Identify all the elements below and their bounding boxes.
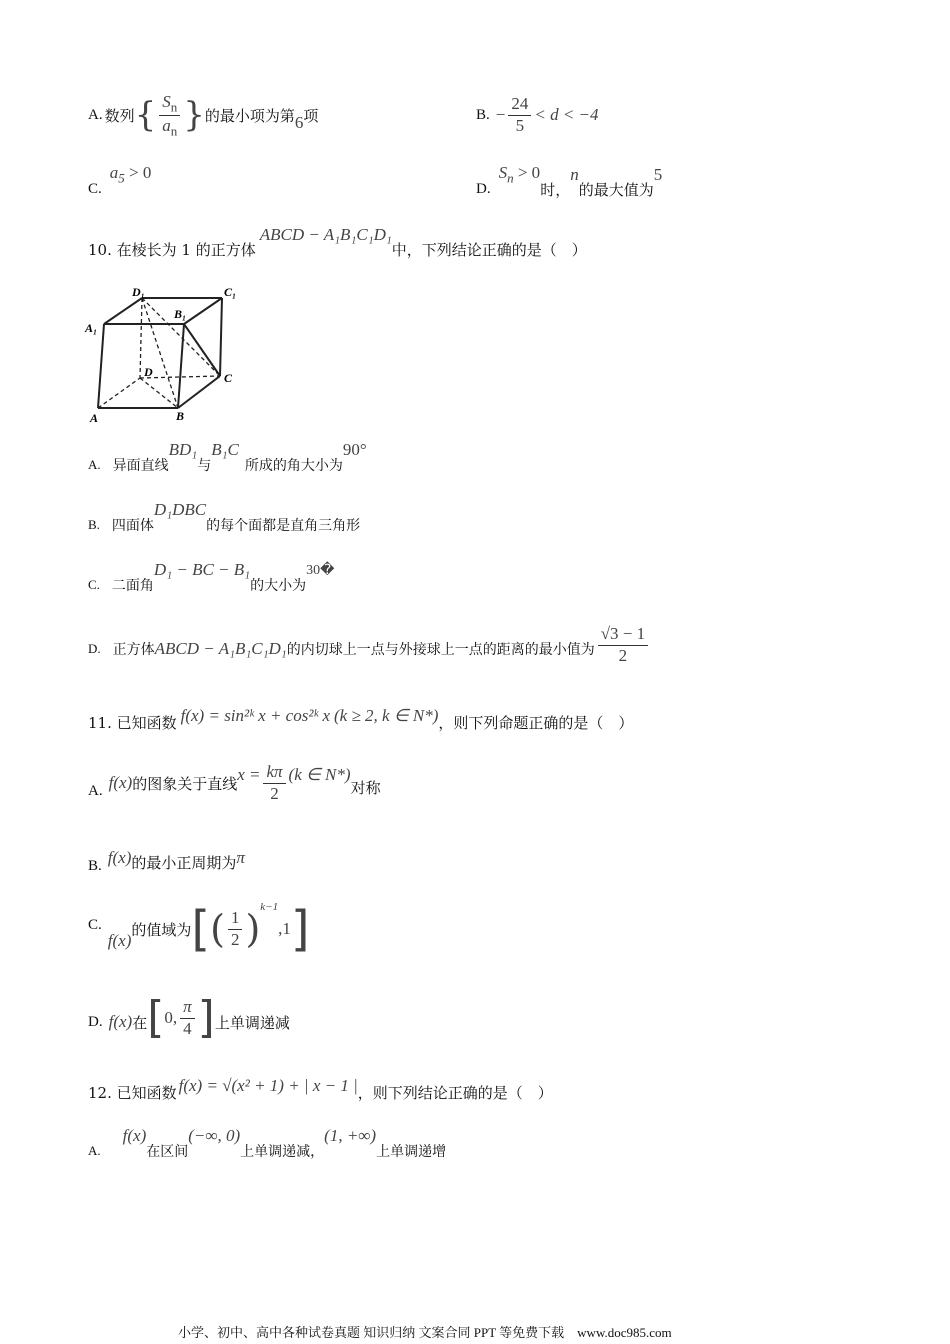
option-text: 项 xyxy=(303,106,319,125)
q10-stem xyxy=(88,225,587,259)
vertex-label-b1: B₁ xyxy=(174,307,187,321)
fraction xyxy=(508,94,531,136)
math-expr: ABCD − A₁B₁C₁D₁ xyxy=(154,639,287,658)
option-label: B. xyxy=(88,517,100,532)
math-var: n xyxy=(570,165,579,184)
right-paren: ) xyxy=(245,907,261,951)
q10-option-c xyxy=(88,562,334,594)
option-text: 异面直线 xyxy=(112,458,169,474)
option-text: 的最小项为第 xyxy=(204,106,295,125)
vertex-label-d1: D₁ xyxy=(132,285,145,299)
math-expr: 90° xyxy=(342,440,367,459)
option-text: 对称 xyxy=(350,778,381,797)
option-text: 在区间 xyxy=(146,1144,189,1160)
option-label: A. xyxy=(88,457,101,472)
option-text: 的值域为 xyxy=(131,920,192,939)
subscript: n xyxy=(170,122,178,138)
left-paren: ( xyxy=(210,907,225,951)
numerator: S xyxy=(162,91,171,111)
q12-stem xyxy=(88,1072,553,1104)
math-expr: (k ≥ 2, k ∈ N*) xyxy=(334,706,439,725)
denominator: 2 xyxy=(618,645,628,665)
question-text: ，则下列命题正确的是（ ） xyxy=(438,713,634,732)
option-text: 上单调递增 xyxy=(376,1144,447,1160)
math-expr xyxy=(499,163,541,186)
option-text: 时， xyxy=(540,180,571,199)
option-label: A. xyxy=(88,782,103,799)
cube-figure xyxy=(84,282,254,427)
option-label: C. xyxy=(88,577,100,592)
q10-option-a xyxy=(88,442,367,474)
math-expr: D₁ − BC − B₁ xyxy=(153,560,251,579)
q9-option-b xyxy=(476,90,599,140)
option-text: 正方体 xyxy=(112,642,155,658)
vertex-label-b: B xyxy=(176,409,185,423)
q12-option-a xyxy=(88,1128,446,1160)
math-rest: > 0 xyxy=(124,163,152,183)
option-label: B. xyxy=(476,106,490,123)
option-text: 的内切球上一点与外接球上一点的距离的最小值为 xyxy=(286,642,595,658)
option-label: C. xyxy=(88,180,102,197)
math-expr: f(x) xyxy=(108,773,133,792)
math-var: S xyxy=(498,163,508,183)
numerator: kπ xyxy=(263,762,285,783)
left-brace: { xyxy=(134,95,157,135)
math-expr: f(x) xyxy=(122,1126,147,1145)
vertex-label-a1: A₁ xyxy=(85,321,98,335)
left-bracket: [ xyxy=(191,901,211,957)
math-expr: 30� xyxy=(306,562,335,578)
question-text: 10. 在棱长为 1 的正方体 xyxy=(88,240,256,259)
option-text: 上单调递减 xyxy=(214,1013,290,1032)
right-bracket: ] xyxy=(290,901,310,957)
option-text: 所成的角大小为 xyxy=(244,458,343,474)
math-expr: (1, +∞) xyxy=(324,1126,377,1145)
fraction xyxy=(180,997,195,1039)
right-brace: } xyxy=(183,95,205,135)
option-label: A. xyxy=(88,106,103,123)
math-expr: f(x) xyxy=(108,1012,133,1031)
q11-option-c xyxy=(88,898,310,960)
subscript: n xyxy=(507,170,514,186)
option-text: 上单调递减， xyxy=(240,1144,325,1160)
math-expr: f(x) = sin²ᵏ x + cos²ᵏ x xyxy=(180,706,331,725)
numerator: π xyxy=(180,997,195,1018)
question-text: 中，下列结论正确的是（ ） xyxy=(391,240,587,259)
denominator: 2 xyxy=(230,929,240,949)
exponent: k−1 xyxy=(260,901,279,913)
math-sign: − xyxy=(495,105,506,124)
question-text: ，则下列结论正确的是（ ） xyxy=(357,1083,553,1102)
option-label: B. xyxy=(88,857,102,874)
numerator: √3 − 1 xyxy=(598,624,648,645)
option-label: A. xyxy=(88,1143,101,1158)
fraction xyxy=(228,908,243,950)
math-expr: B₁C xyxy=(211,440,239,459)
option-text: 的最大值为 xyxy=(578,180,654,199)
q10-option-d xyxy=(88,620,651,670)
question-text: 11. 已知函数 xyxy=(88,713,177,732)
math-expr: x = xyxy=(237,765,261,784)
option-text: 的最小正周期为 xyxy=(131,853,237,872)
page-footer: 小学、初中、高中各种试卷真题 知识归纳 文案合同 PPT 等免费下载 www.doc985.com xyxy=(178,1325,672,1340)
math-expr: f(x) = √(x² + 1) + | x − 1 | xyxy=(178,1076,358,1095)
left-bracket: [ xyxy=(147,992,165,1043)
option-label: D. xyxy=(88,641,101,656)
option-text: 四面体 xyxy=(111,518,154,534)
math-expr: ,1 xyxy=(278,919,291,938)
math-expr: π xyxy=(236,848,245,867)
math-expr: < d < −4 xyxy=(534,105,599,124)
fraction xyxy=(263,762,285,804)
option-text: 在 xyxy=(132,1013,148,1032)
subscript: n xyxy=(170,98,178,114)
option-label: C. xyxy=(88,916,102,933)
vertex-label-c1: C₁ xyxy=(224,285,237,299)
question-text: 12. 已知函数 xyxy=(88,1083,177,1102)
math-expr: f(x) xyxy=(107,931,132,950)
option-label: D. xyxy=(88,1013,103,1030)
fraction xyxy=(159,92,180,139)
math-number: 6 xyxy=(294,113,304,132)
q11-option-d xyxy=(88,990,290,1046)
denominator: 5 xyxy=(515,115,525,135)
q11-option-b xyxy=(88,842,245,874)
option-text: 数列 xyxy=(104,106,135,125)
denominator: 2 xyxy=(270,783,279,803)
denominator: 4 xyxy=(183,1018,192,1038)
numerator: 24 xyxy=(508,94,531,115)
q9-option-c xyxy=(88,163,152,198)
option-text: 二面角 xyxy=(111,578,154,594)
vertex-label-c: C xyxy=(224,371,233,385)
denominator: a xyxy=(162,115,171,135)
option-text: 的每个面都是直角三角形 xyxy=(206,518,361,534)
fraction xyxy=(598,624,648,666)
math-number: 5 xyxy=(653,165,663,184)
q10-option-b xyxy=(88,502,360,534)
math-var: a xyxy=(109,163,119,183)
math-expr: ABCD − A₁B₁C₁D₁ xyxy=(259,225,392,244)
right-bracket: ] xyxy=(197,992,215,1043)
subscript: 5 xyxy=(118,170,125,186)
math-expr: BD₁ xyxy=(168,440,198,459)
option-text: 与 xyxy=(197,458,212,474)
math-rest: > 0 xyxy=(513,163,541,183)
option-label: D. xyxy=(476,180,491,197)
option-text: 的图象关于直线 xyxy=(132,774,238,793)
q11-stem xyxy=(88,702,633,734)
q11-option-a xyxy=(88,758,381,808)
math-expr: (−∞, 0) xyxy=(188,1126,241,1145)
option-text: 的大小为 xyxy=(250,578,307,594)
math-expr: f(x) xyxy=(107,848,132,867)
math-expr: 0, xyxy=(164,1008,178,1027)
vertex-label-d: D xyxy=(144,365,153,379)
q9-option-a xyxy=(88,90,318,140)
math-expr: D₁DBC xyxy=(153,500,207,519)
math-expr: (k ∈ N*) xyxy=(288,765,351,784)
math-expr xyxy=(110,163,152,186)
numerator: 1 xyxy=(228,908,243,929)
vertex-label-a: A xyxy=(90,411,99,425)
q9-option-d xyxy=(476,163,663,199)
